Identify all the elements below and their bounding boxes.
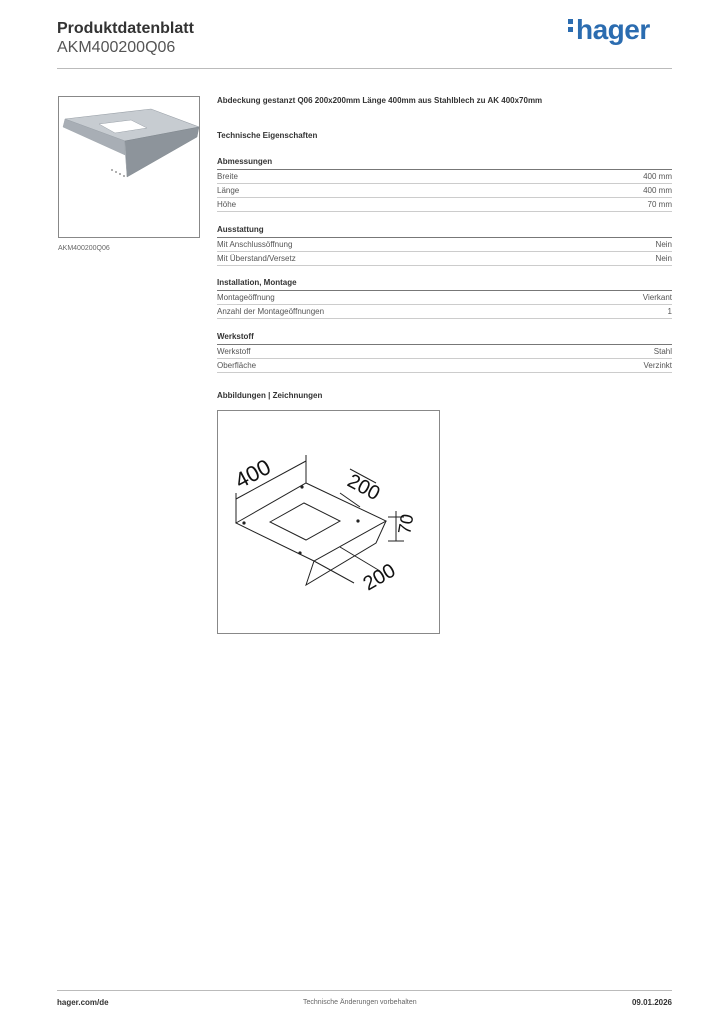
product-code: AKM400200Q06	[57, 39, 176, 56]
technical-drawing	[217, 410, 440, 634]
dimension-400-label: 400	[230, 454, 275, 494]
footer-date: 09.01.2026	[631, 998, 672, 1007]
property-label: Anzahl der Montageöffnungen	[217, 307, 325, 316]
group-title: Abmessungen	[217, 157, 672, 170]
property-row	[217, 305, 672, 319]
property-row	[217, 184, 672, 198]
header-divider	[57, 68, 672, 69]
group-title: Werkstoff	[217, 332, 672, 345]
product-description: Abdeckung gestanzt Q06 200x200mm Länge 400mm aus Stahlblech zu AK 400x70mm	[217, 96, 543, 105]
product-image-caption: AKM400200Q06	[58, 245, 110, 252]
property-label: Breite	[217, 172, 238, 181]
property-row	[217, 291, 672, 305]
product-cover-icon	[59, 97, 199, 237]
logo-colon-icon	[568, 16, 574, 35]
footer-disclaimer: Technische Änderungen vorbehalten	[303, 999, 417, 1006]
hager-logo[interactable]	[568, 14, 650, 46]
dimension-70-label: 70	[394, 512, 418, 536]
property-value: 400 mm	[643, 186, 672, 195]
property-value: 70 mm	[647, 200, 672, 209]
property-row	[217, 198, 672, 212]
property-label: Werkstoff	[217, 347, 251, 356]
property-label: Mit Anschlussöffnung	[217, 240, 293, 249]
property-value: Verzinkt	[643, 361, 672, 370]
group-abmessungen	[217, 157, 672, 212]
dimension-200-top-label: 200	[343, 469, 384, 506]
dimension-200-bottom-label: 200	[359, 559, 400, 596]
property-value: Stahl	[653, 347, 672, 356]
group-title: Ausstattung	[217, 225, 672, 238]
logo-text: hager	[576, 14, 650, 45]
property-label: Höhe	[217, 200, 237, 209]
property-row	[217, 345, 672, 359]
property-value: Vierkant	[642, 293, 672, 302]
group-installation-montage	[217, 278, 672, 319]
property-value: Nein	[655, 254, 672, 263]
group-ausstattung	[217, 225, 672, 266]
property-row	[217, 238, 672, 252]
property-row	[217, 359, 672, 373]
property-label: Oberfläche	[217, 361, 257, 370]
page-title: Produktdatenblatt	[57, 20, 194, 37]
group-werkstoff	[217, 332, 672, 373]
tech-properties-heading: Technische Eigenschaften	[217, 131, 318, 140]
property-label: Mit Überstand/Versetz	[217, 254, 296, 263]
dimension-drawing-icon	[218, 411, 439, 633]
property-value: 400 mm	[643, 172, 672, 181]
footer-website-link[interactable]: hager.com/de	[57, 998, 109, 1007]
product-image	[58, 96, 200, 238]
group-title: Installation, Montage	[217, 278, 672, 291]
footer-divider	[57, 990, 672, 991]
property-label: Länge	[217, 186, 240, 195]
property-value: 1	[667, 307, 672, 316]
property-row	[217, 170, 672, 184]
property-label: Montageöffnung	[217, 293, 275, 302]
property-value: Nein	[655, 240, 672, 249]
drawings-heading: Abbildungen | Zeichnungen	[217, 391, 323, 400]
property-row	[217, 252, 672, 266]
